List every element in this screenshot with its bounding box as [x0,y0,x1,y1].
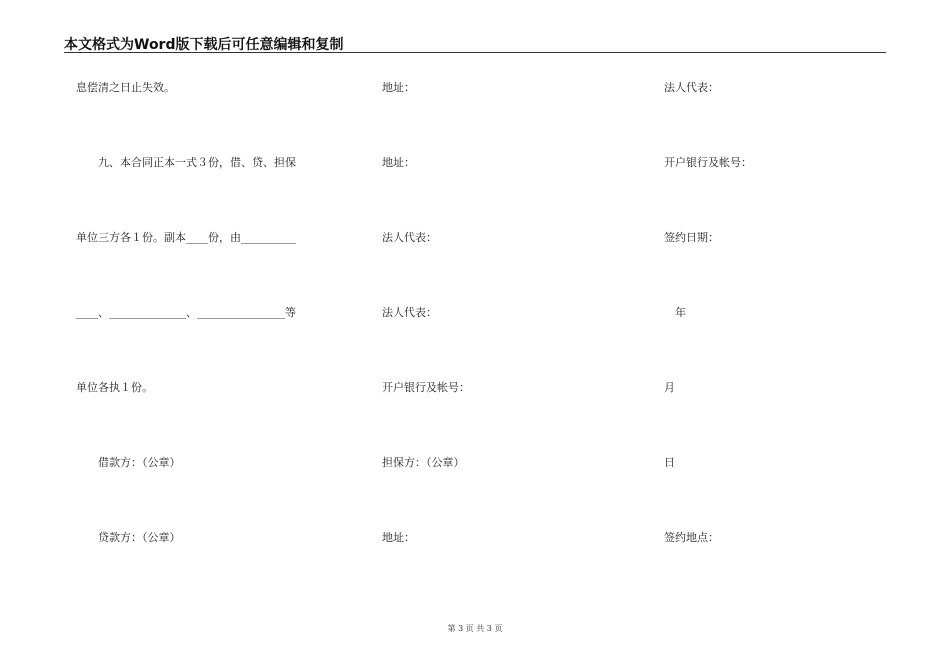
text-line: 息偿清之日止失效。 [76,81,175,94]
text-line: 年 [664,306,686,319]
text-line: 地址： [382,81,415,94]
text-line: 担保方：（公章） [382,456,465,469]
text-line: 单位三方各１份。副本____份，由__________ [76,231,296,244]
text-line: 地址： [382,156,415,169]
text-line: 签约地点： [664,531,719,544]
page-header-title: 本文格式为Word版下载后可任意编辑和复制 [64,37,344,53]
text-line: 法人代表： [382,306,437,319]
text-line: 地址： [382,531,415,544]
page-number: 第 3 页 共 3 页 [447,624,503,633]
text-line: 借款方：（公章） [76,456,181,469]
header-rule [64,52,886,53]
text-line: 日 [664,456,675,469]
text-line: 月 [664,381,675,394]
text-line: ____、______________、________________等 [76,306,296,319]
text-line: 开户银行及帐号： [664,156,752,169]
text-line: 签约日期： [664,231,719,244]
text-line: 单位各执１份。 [76,381,153,394]
text-line: 贷款方：（公章） [76,531,181,544]
text-line: 法人代表： [664,81,719,94]
text-line: 九、本合同正本一式３份，借、贷、担保 [76,156,296,169]
text-line: 法人代表： [382,231,437,244]
text-line: 开户银行及帐号： [382,381,470,394]
